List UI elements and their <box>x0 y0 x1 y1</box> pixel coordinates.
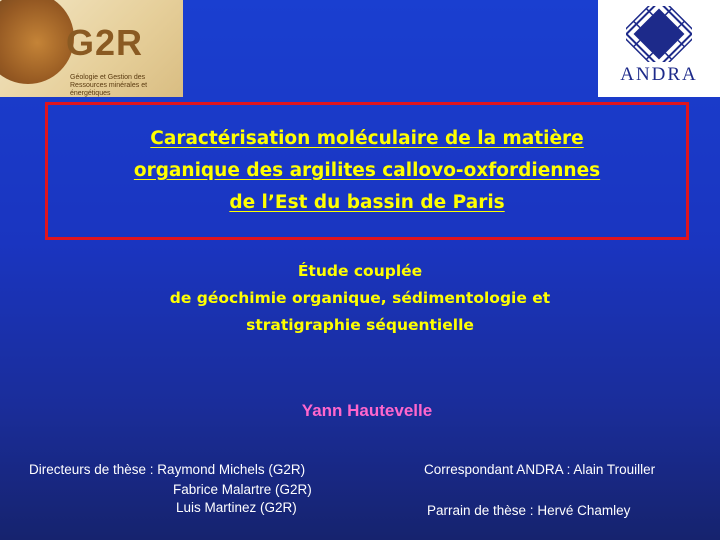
directors-line-2: Fabrice Malartre (G2R) <box>173 482 312 497</box>
g2r-globe-icon <box>0 0 74 84</box>
subtitle-line: stratigraphie séquentielle <box>246 316 474 334</box>
title-line: de l’Est du bassin de Paris <box>229 192 505 213</box>
title-frame <box>45 102 689 240</box>
subtitle-line: de géochimie organique, sédimentologie et <box>169 289 551 307</box>
g2r-logo <box>0 0 183 97</box>
directors-line-1: Directeurs de thèse : Raymond Michels (G2R) <box>29 462 306 477</box>
title-line: Caractérisation moléculaire de la matière <box>150 128 584 149</box>
subtitle-line: Étude couplée <box>297 262 423 280</box>
directors-line-3: Luis Martinez (G2R) <box>176 500 297 515</box>
g2r-logo-subtitle: Géologie et Gestion des Ressources minérales et énergétiques <box>70 74 148 97</box>
correspondant-line: Correspondant ANDRA : Alain Trouiller <box>424 462 656 477</box>
slide-title <box>134 123 600 219</box>
author-name: Yann Hautevelle <box>301 401 433 420</box>
andra-diamond-grid-icon <box>626 6 692 62</box>
g2r-logo-text: G2R <box>66 22 144 63</box>
andra-logo <box>598 0 720 97</box>
andra-logo-text: ANDRA <box>620 64 698 85</box>
parrain-line: Parrain de thèse : Hervé Chamley <box>427 503 631 518</box>
slide-subtitle <box>20 258 700 339</box>
title-line: organique des argilites callovo-oxfordiennes <box>133 160 601 181</box>
